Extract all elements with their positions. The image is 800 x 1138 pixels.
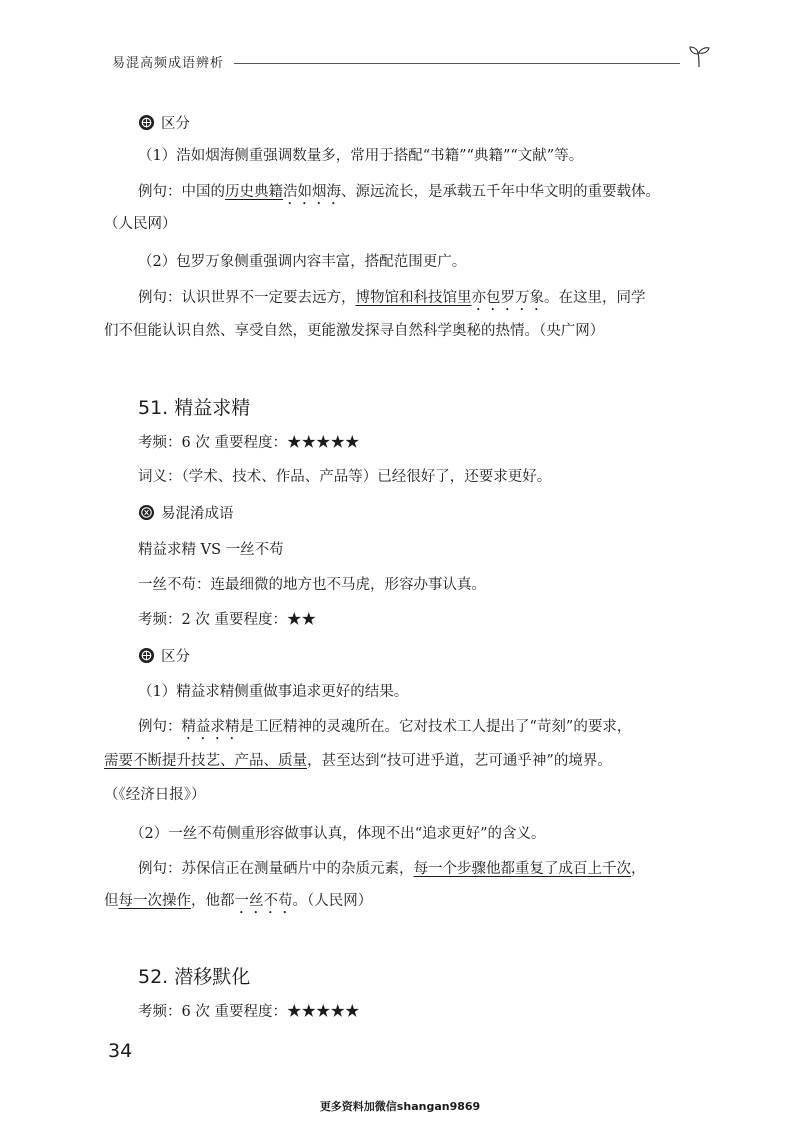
sprout-icon	[686, 43, 712, 69]
confusable-label: 易混淆成语	[161, 506, 234, 522]
entry-51-frequency: 考频：6 次 重要程度：★★★★★	[138, 435, 360, 451]
example-2-line2: 们不但能认识自然、享受自然，更能激发探寻自然科学奥秘的热情。（央广网）	[104, 323, 605, 339]
example-source: 。（人民网）	[292, 893, 373, 909]
distinguish-heading-2	[138, 645, 190, 666]
entry-51-title: 51. 精益求精	[138, 397, 251, 419]
entry-52-frequency: 考频：6 次 重要程度：★★★★★	[138, 1004, 360, 1020]
example-2-rest: 。在这里，同学	[544, 290, 646, 306]
point-2-text: （2）包罗万象侧重强调内容丰富，搭配范围更广。	[138, 254, 467, 270]
example-1-idiom: 浩如烟海	[283, 184, 341, 200]
footer-note: 更多资料加微信shangan9869	[319, 1100, 481, 1113]
entry-51-example-2-line2	[104, 890, 372, 917]
confusable-frequency: 考频：2 次 重要程度：★★	[138, 612, 316, 628]
example-2-underlined: 博物馆和科技馆里	[355, 290, 472, 306]
page-number: 34	[108, 1040, 133, 1062]
running-header	[112, 46, 712, 76]
example-mid: ，他都	[191, 893, 235, 909]
entry-51-example-1-source: （《经济日报》）	[104, 787, 206, 803]
entry-52-title: 52. 潜移默化	[138, 966, 251, 988]
example-2-prefix: 例句：认识世界不一定要去远方，	[138, 290, 356, 306]
confusable-icon	[138, 504, 155, 521]
example-rest-2: ，甚至达到“技可进乎道，艺可通乎神”的境界。	[307, 753, 612, 769]
confusable-definition: 一丝不苟：连最细微的地方也不马虎，形容办事认真。	[138, 577, 486, 593]
distinguish-label: 区分	[161, 116, 190, 132]
example-idiom: 一丝不苟	[234, 893, 293, 909]
example-idiom: 精益求精	[181, 719, 240, 735]
example-prefix: 例句：苏保信正在测量硒片中的杂质元素，	[138, 861, 414, 877]
confusable-heading	[138, 502, 234, 523]
distinguish-label: 区分	[161, 649, 190, 665]
example-1-source: （人民网）	[104, 216, 177, 232]
distinguish-icon	[138, 647, 155, 664]
example-1-rest: 、源远流长，是承载五千年中华文明的重要载体。	[341, 184, 660, 200]
example-underlined: 每一个步骤他都重复了成百上千次	[413, 861, 631, 877]
example-1-underlined: 历史典籍	[225, 184, 283, 200]
header-rule	[234, 63, 680, 64]
entry-51-example-2	[138, 858, 646, 880]
example-comma: ，	[631, 861, 646, 877]
distinguish-heading-1	[138, 112, 190, 133]
example-underlined: 需要不断提升技艺、产品、质量	[104, 753, 307, 769]
entry-51-point-1: （1）精益求精侧重做事追求更好的结果。	[138, 684, 409, 700]
point-1-text: （1）浩如烟海侧重强调数量多，常用于搭配“书籍”“典籍”“文献”等。	[138, 148, 584, 164]
example-prefix: 例句：	[138, 719, 182, 735]
example-2-idiom: 亦包罗万象	[471, 290, 544, 306]
entry-51-vs: 精益求精 VS 一丝不苟	[138, 542, 284, 558]
entry-51-example-1-line2	[104, 750, 612, 772]
example-but: 但	[104, 893, 119, 909]
entry-51-point-2: （2）一丝不苟侧重形容做事认真，体现不出“追求更好”的含义。	[130, 826, 546, 842]
header-title: 易混高频成语辨析	[112, 55, 225, 71]
entry-51-meaning: 词义：（学术、技术、作品、产品等）已经很好了，还要求更好。	[138, 469, 552, 485]
example-rest: 是工匠精神的灵魂所在。它对技术工人提出了“苛刻”的要求，	[239, 719, 632, 735]
example-1	[138, 181, 660, 208]
example-1-prefix: 例句：中国的	[138, 184, 225, 200]
example-underlined-2: 每一次操作	[118, 893, 191, 909]
entry-51-example-1	[138, 716, 631, 743]
example-2	[138, 287, 646, 314]
distinguish-icon	[138, 114, 155, 131]
